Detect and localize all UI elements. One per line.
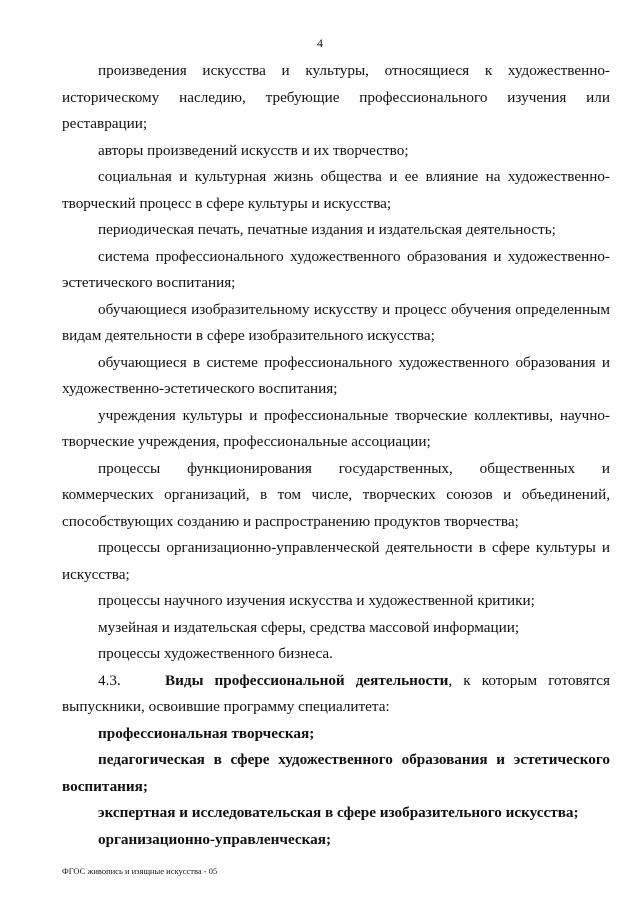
- paragraph-education-system: система профессионального художественного образования и художественно-эстетического воспитания;: [62, 247, 610, 291]
- paragraph-authors: авторы произведений искусств и их творчество;: [98, 141, 409, 159]
- paragraph-learners-system: обучающиеся в системе профессионального художественного образования и художественно-эстетического воспитания;: [62, 353, 610, 397]
- paragraph-heritage-works: произведения искусства и культуры, относящиеся к художественно-историческому наследию, требующие профессионального изучения или реставрации;: [62, 62, 610, 132]
- paragraph-scientific-study: процессы научного изучения искусства и художественной критики;: [98, 592, 535, 609]
- paragraph-museum-media: музейная и издательская сферы, средства массовой информации;: [98, 618, 520, 636]
- activity-type-managerial: организационно-управленческая;: [98, 830, 331, 848]
- page-number: 4: [317, 36, 323, 50]
- paragraph-cultural-institutions: учреждения культуры и профессиональные творческие коллективы, научно-творческие учреждения, профессиональные ассоциации;: [62, 406, 610, 450]
- activity-type-creative: профессиональная творческая;: [98, 724, 315, 742]
- activity-type-pedagogical: педагогическая в сфере художественного образования и эстетического воспитания;: [62, 751, 610, 795]
- section-heading: Виды профессиональной деятельности: [165, 671, 449, 689]
- paragraph-learners-fine-art: обучающиеся изобразительному искусству и процесс обучения определенным видам деятельности в сфере изобразительного искусства;: [62, 300, 610, 344]
- section-heading-rest: , к которым готовятся выпускники, освоившие программу специалитета:: [62, 671, 610, 715]
- document-body: [62, 58, 610, 853]
- paragraph-organization-processes: процессы функционирования государственных, общественных и коммерческих организаций, в том числе, творческих союзов и объединений, способствующих созданию и распространению продуктов творчества;: [62, 459, 610, 530]
- paragraph-art-business: процессы художественного бизнеса.: [98, 645, 333, 662]
- activity-type-expert-research: экспертная и исследовательская в сфере изобразительного искусства;: [98, 804, 579, 821]
- paragraph-social-life: социальная и культурная жизнь общества и ее влияние на художественно-творческий процесс в сфере культуры и искусства;: [62, 168, 610, 212]
- section-number: 4.3.: [98, 671, 121, 689]
- paragraph-management-processes: процессы организационно-управленческой деятельности в сфере культуры и искусства;: [62, 539, 610, 583]
- paragraph-periodicals: периодическая печать, печатные издания и издательская деятельность;: [98, 221, 556, 238]
- section-4-3: [62, 668, 610, 721]
- document-footer: ФГОС живопись и изящные искусства - 05: [62, 866, 218, 876]
